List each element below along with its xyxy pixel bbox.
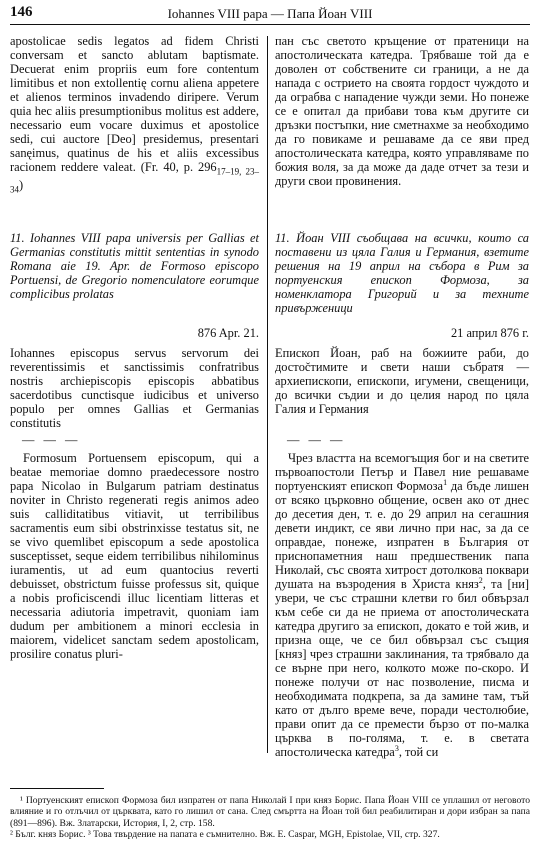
bulgarian-continuation: пан със светото кръщение от пратеници на апостолическата катедра. Трябваше той да е доволен от собствените си граници, а не да напада с острието на своята гордост чуждото и да ограбва с нападение чужди земи. Но понеже се е опитал да прибави това към другите си дръзки постъпки, ние сметнахме за необходимо да го повикаме и решаваме да се яви пред апостолическата катедра, която управляваме по божия воля, за да може да даде отчет за тези и други свои провинения. <box>275 34 529 188</box>
footnote-1: ¹ Портуенският епископ Формоза бил изпратен от папа Николай I при княз Борис. Папа Йоан VIII се уплашил от неговото влияние и го отлъчил от църквата, като го лишил от сана. След смъртта на Йоан той бил реабилитиран и дори избран за папа (891—896). Вж. Златарски, История, I, 2, стр. 158. <box>10 795 530 829</box>
running-header <box>10 2 530 26</box>
bulgarian-date: 21 април 876 г. <box>450 326 529 340</box>
footnote-2-3: ² Бълг. княз Борис. ³ Това твърдение на папата е съмнително. Вж. E. Caspar, MGH, Epistolae, VII, стр. 327. <box>10 828 440 840</box>
latin-salutation: Iohannes episcopus servus servorum dei reverentissimis et sanctissimis confratribus nostris archiepiscopis episcopis abbatibus sacerdotibus cunctisque iudicibus et universo populo per omnes Gallias et Germanias constitutis <box>10 346 259 430</box>
bulgarian-document-heading: 11. Йоан VIII съобщава на всички, които са поставени из цяла Галия и Германия, взетите решения на 19 април на събора в Рим за портуенския епископ Формоза, за номенклатора Григорий и за техните привърженици <box>275 231 529 315</box>
footnote-rule <box>10 788 104 789</box>
bulgarian-letter-body: Чрез властта на всемогъщия бог и на светите първоапостоли Петър и Павел ние решаваме портуенският епископ Формоза$^1$ да бъде лишен от всяко църковно общение, освен ако от днес до десетия ден, т. е. до 29 април на сегашния девети индикт, се яви лично при нас, за да се оправдае, понеже, изпратен в България от приснопаметния наш предшественик папа Николай, със своята хитрост дотолкова поквари душата на възродения в Христа княз$^2$, та [ни] увери, че със страшни клетви го бил обвързал към себе си да не приема от апостолическата катедра другиго за епископ, докато е той жив, и призна още, че се бил обвързал със същия [княз] чрез страшни заклинания, та трябвало да се върне при него, колкото може по-скоро. И понеже получи от нас позволение, писма и необходимата подкрепа, за да замине там, тъй като от дълго време вече, поради честолюбие, прави опит да се премести бързо от по-малка църква в по-голяма, т. е. в светата апостолическа катедра$^3$, той си <box>275 451 529 759</box>
latin-document-heading: 11. Iohannes VIII papa universis per Gallias et Germanias constitutis mittit sententias in synodo Romana aie 19. Apr. de Formoso episcopo Portuensi, de Gregorio nomenculatore eorumque complicibus prolatas <box>10 231 259 301</box>
page-number: 146 <box>10 4 33 20</box>
latin-separator: — — — <box>22 433 81 447</box>
latin-continuation: apostolicae sedis legatos ad fidem Christi conversam et sancto ablutam baptismate. Decuerat enim propriis eum fore contentum limitibus et non extollentię cornu aliena appetere et alienos terminos invadendo diripere. Verum quia hec aliis presumptionibus molitus est addere, necessario eum vocare duximus et apostolice sedi, cui auctore [Deo] presidemus, presentari sanęimus, quatinus de his et aliis excessibus racionem reddere valeat. (Fr. 40, p. $296_{17-19, 23-34}$) <box>10 34 259 195</box>
running-title: Iohannes VIII papa — Папа Йоан VIII <box>167 6 373 21</box>
latin-date: 876 Apr. 21. <box>197 326 259 340</box>
column-divider <box>267 36 268 753</box>
bulgarian-salutation: Епископ Йоан, раб на божиите раби, до достočтимите и свети наши събратя — архиепископи, епископи, игумени, свещеници, до всички съдии и до целия народ по цяла Галия и Германия <box>275 346 529 416</box>
footnotes <box>10 795 530 840</box>
latin-ref-lines: 17–19, 23–34 <box>10 166 259 195</box>
footnote-ref-2: 2 <box>478 575 483 585</box>
latin-letter-body: Formosum Portuensem episcopum, qui a beatae memoriae domno praedecessore nostro papa Nicolao in Bulgarum patriam destinatus noviter in Christo regenerati regis animos adeo suis calliditatibus vitiavit, ut terribilibus sacramentis eum sibi obstrinxisse testatus sit, ne se vivo quemlibet episcopum a sede apostolica susceptisset, seque eidem terribilibus nihilominus iuramentis, ut ad eum quantocius reverti debuisset, obstrictum fuisse professus sit, quique a nobis proficiscendi illuc licentiam litteras et necessaria adiutoria impetravit, quoniam iam dudum per ambitionem a minori ecclesia in maiorem, videlicet sanctam sedem apostolicam, prosilire conatus pluri- <box>10 451 259 661</box>
header-rule <box>10 24 530 25</box>
footnote-ref-1: 1 <box>443 477 448 487</box>
bulgarian-separator: — — — <box>287 433 346 447</box>
footnote-ref-3: 3 <box>394 743 399 753</box>
